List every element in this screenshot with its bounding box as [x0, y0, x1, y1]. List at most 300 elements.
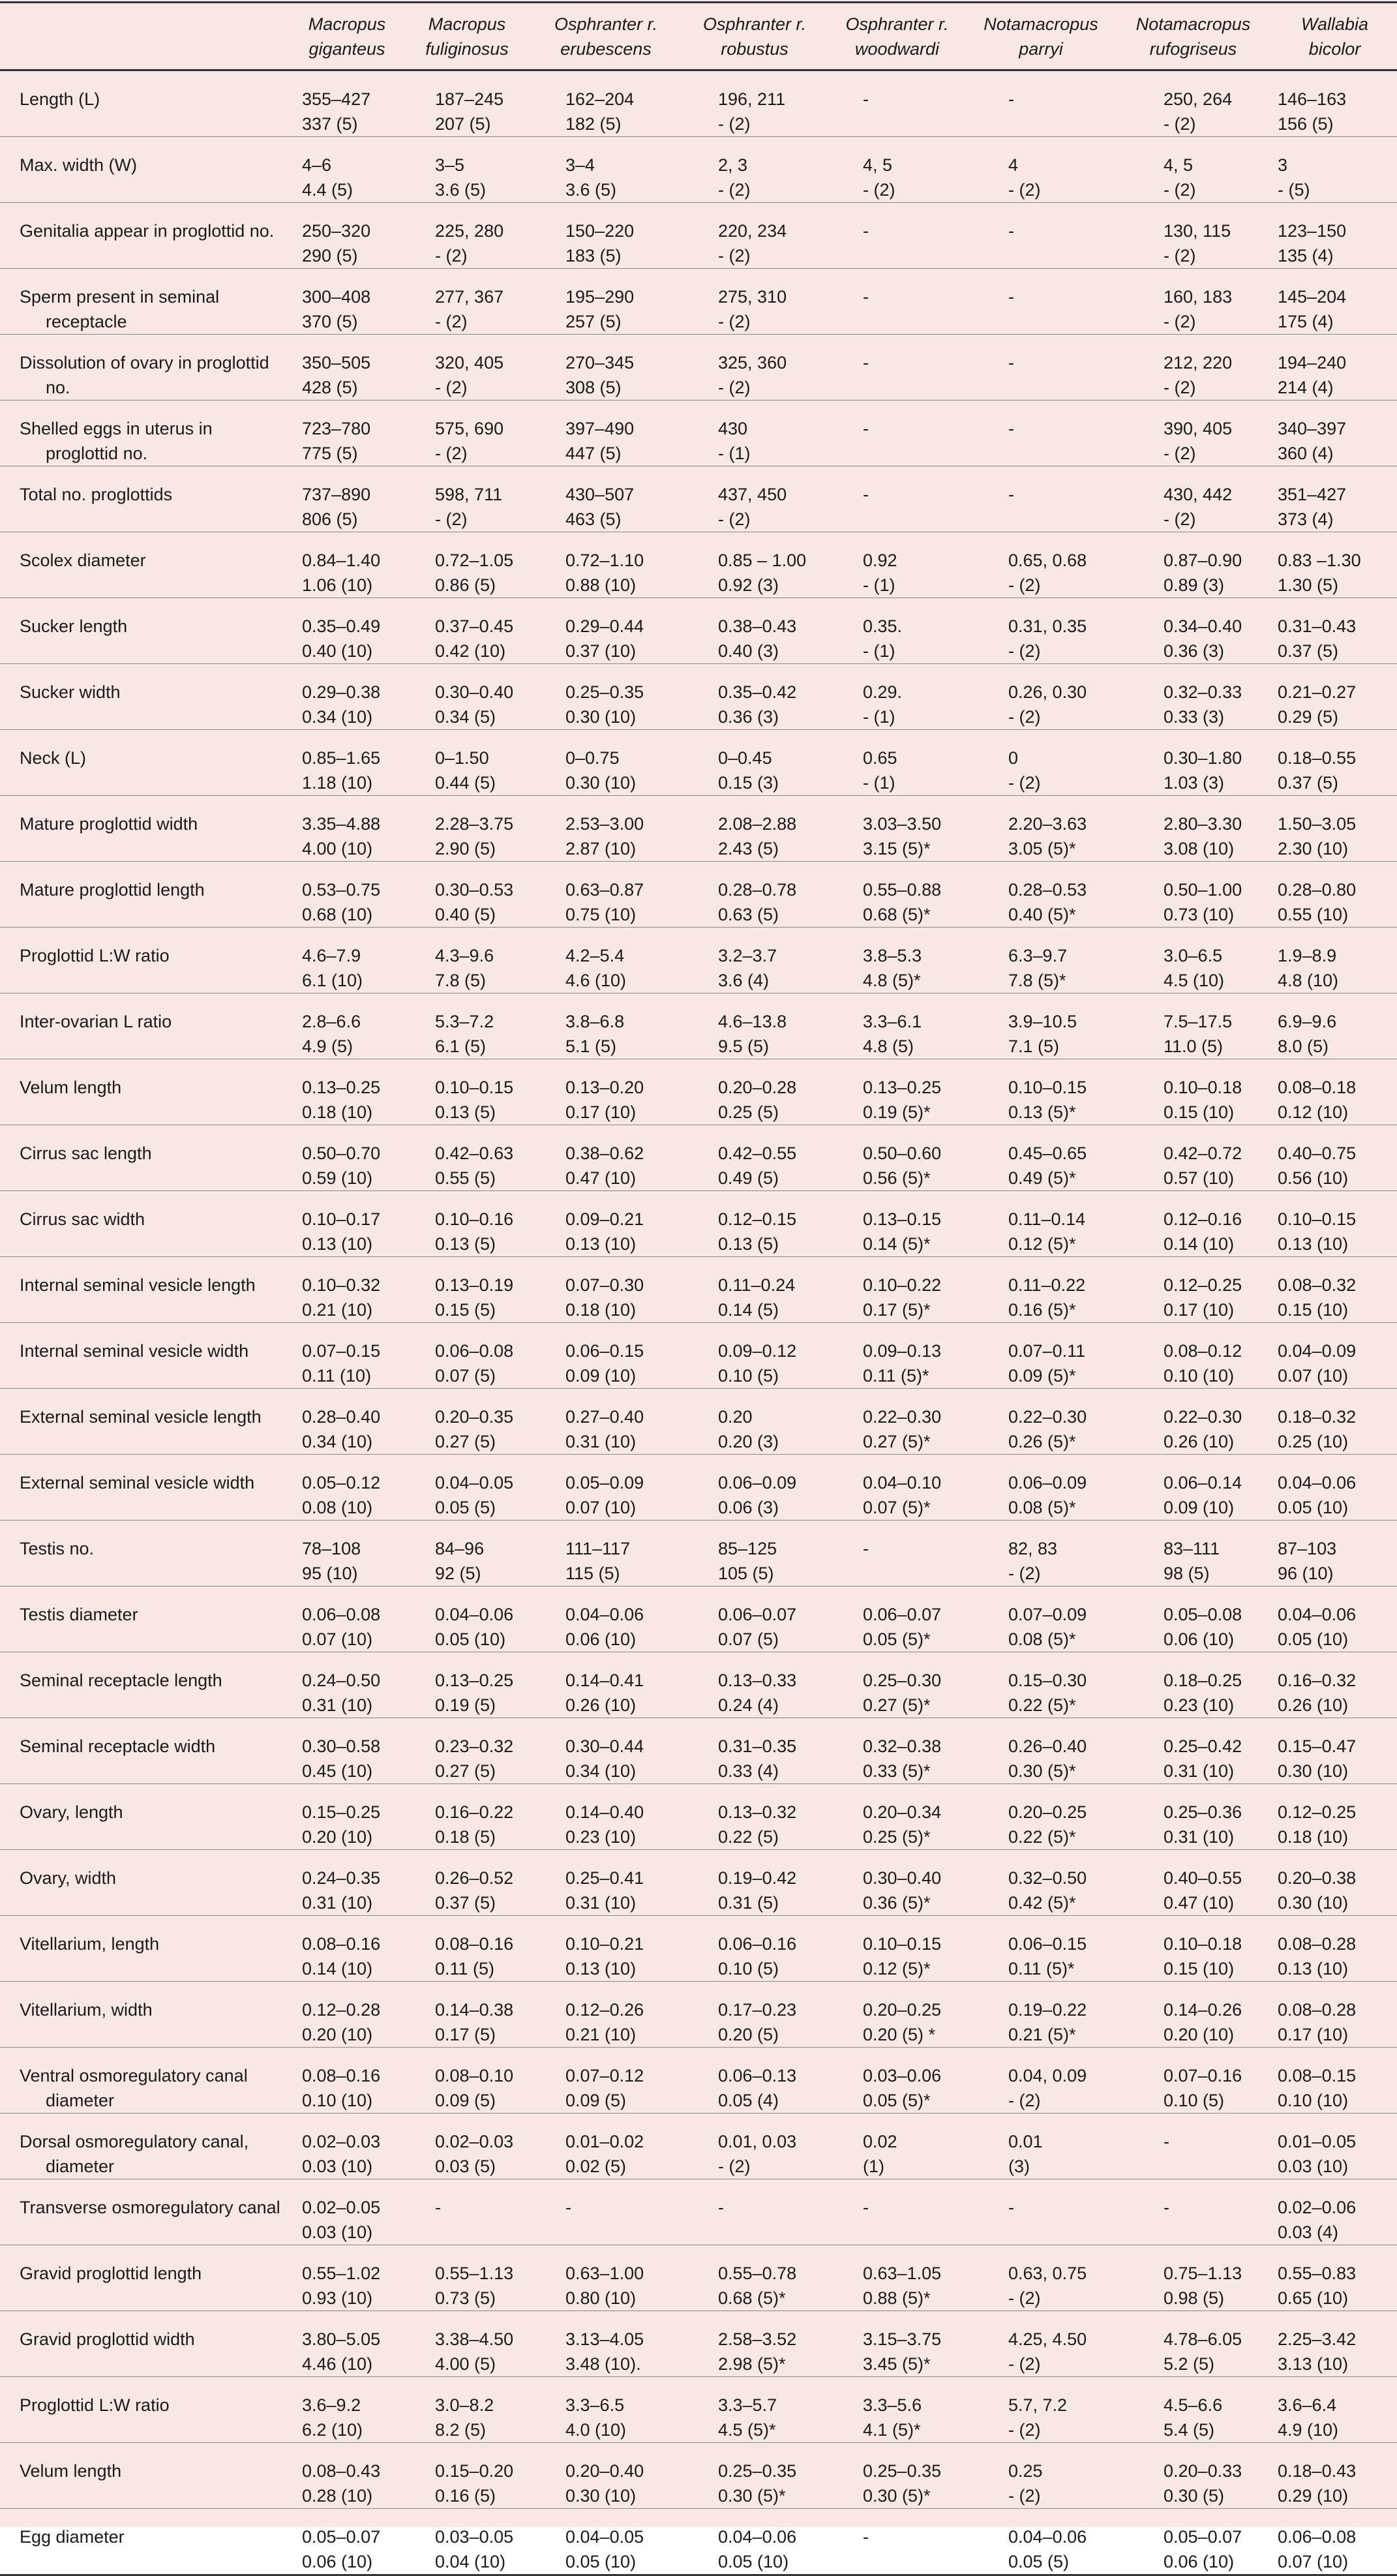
measurement-cell [1272, 928, 1397, 993]
measurement-value: 4.2–5.4 4.6 (10) [565, 946, 627, 990]
measurement-value: 3.35–4.88 4.00 (10) [302, 814, 381, 858]
measurement-cell [289, 1586, 405, 1652]
row-label-text: Total no. proglottids [20, 485, 173, 504]
measurement-value: 0.05–0.12 0.08 (10) [302, 1473, 381, 1517]
measurement-value: 0.18–0.43 0.29 (10) [1278, 2461, 1357, 2506]
measurement-cell [529, 1521, 683, 1586]
measurement-value: 0.15–0.30 0.22 (5)* [1008, 1671, 1087, 1715]
measurement-value: 78–108 95 (10) [302, 1539, 361, 1583]
measurement-value: 0.04–0.06 0.05 (10) [435, 1605, 514, 1649]
column-header [529, 3, 683, 70]
measurement-value: 3.9–10.5 7.1 (5) [1008, 1012, 1077, 1056]
measurement-cell [968, 335, 1114, 401]
measurement-cell [405, 1850, 529, 1916]
measurement-cell [968, 1982, 1114, 2048]
measurement-value: 0.06–0.15 0.11 (5)* [1008, 1934, 1087, 1978]
row-label [0, 2245, 289, 2311]
measurement-cell [405, 928, 529, 993]
measurement-value: 0.32–0.38 0.33 (5)* [863, 1736, 942, 1781]
measurement-value: 0–1.50 0.44 (5) [435, 748, 496, 793]
measurement-cell [1114, 2245, 1272, 2311]
measurement-cell [826, 993, 968, 1059]
measurement-value: 0.38–0.62 0.47 (10) [565, 1144, 644, 1188]
measurement-value: 3.0–8.2 8.2 (5) [435, 2395, 494, 2440]
measurement-cell [683, 137, 826, 203]
table-row [0, 598, 1397, 664]
table-row [0, 70, 1397, 137]
table-row [0, 2509, 1397, 2575]
measurement-value: 0.08–0.43 0.28 (10) [302, 2461, 381, 2506]
table-row [0, 2048, 1397, 2114]
row-label-text: Cirrus sac width [20, 1209, 145, 1229]
measurement-value: 0.01–0.02 0.02 (5) [565, 2132, 644, 2176]
measurement-cell [968, 466, 1114, 532]
measurement-cell [1114, 532, 1272, 598]
row-label [0, 532, 289, 598]
measurement-value: 162–204 182 (5) [565, 89, 635, 134]
measurement-cell [405, 1521, 529, 1586]
measurement-cell [289, 1916, 405, 1982]
measurement-value: 0.07–0.15 0.11 (10) [302, 1341, 381, 1386]
measurement-cell [1114, 2509, 1272, 2575]
measurement-value: 0.15–0.47 0.30 (10) [1278, 1736, 1357, 1781]
table-row [0, 1850, 1397, 1916]
measurement-value: 0.20–0.40 0.30 (10) [565, 2461, 644, 2506]
measurement-value: 0.25–0.41 0.31 (10) [565, 1868, 644, 1913]
measurement-value: 0.13–0.19 0.15 (5) [435, 1275, 514, 1320]
measurement-cell [968, 2245, 1114, 2311]
measurement-cell [826, 1323, 968, 1389]
measurement-cell [405, 2509, 529, 2575]
measurement-value: 0.45–0.65 0.49 (5)* [1008, 1144, 1087, 1188]
measurement-value: 4, 5 - (2) [1164, 155, 1196, 200]
measurement-cell [405, 532, 529, 598]
measurement-value: 0.14–0.26 0.20 (10) [1164, 2000, 1242, 2044]
measurement-cell [529, 1784, 683, 1850]
measurement-value: 0.30–0.40 0.36 (5)* [863, 1868, 942, 1913]
measurement-cell [529, 1455, 683, 1521]
measurement-value: 0.04–0.09 0.07 (10) [1278, 1341, 1357, 1386]
measurement-value: 0.04–0.06 0.05 (10) [1278, 1605, 1357, 1649]
measurement-value: 196, 211 - (2) [718, 89, 786, 134]
measurement-cell [1272, 2443, 1397, 2509]
measurement-value: 0.18–0.32 0.25 (10) [1278, 1407, 1357, 1451]
measurement-value: 0.20–0.33 0.30 (5) [1164, 2461, 1242, 2506]
measurement-value: 0.18–0.55 0.37 (5) [1278, 748, 1357, 793]
measurement-value: 0.12–0.26 0.21 (10) [565, 2000, 644, 2044]
measurement-value: 0.10–0.18 0.15 (10) [1164, 1934, 1242, 1978]
measurement-cell [1272, 70, 1397, 137]
measurement-value: 0.23–0.32 0.27 (5) [435, 1736, 514, 1781]
row-label [0, 2443, 289, 2509]
measurement-cell [405, 1652, 529, 1718]
measurement-cell [529, 730, 683, 796]
measurement-value: 0.42–0.72 0.57 (10) [1164, 1144, 1242, 1188]
measurement-cell [405, 1784, 529, 1850]
genus-name: Osphranter r. [702, 14, 807, 34]
measurement-value: 3.8–5.3 4.8 (5)* [863, 946, 922, 990]
measurement-value: 150–220 183 (5) [565, 221, 635, 265]
measurement-cell [529, 796, 683, 862]
table-row [0, 1191, 1397, 1257]
measurement-cell [405, 598, 529, 664]
row-label [0, 1257, 289, 1323]
row-label [0, 203, 289, 269]
measurement-cell [683, 664, 826, 730]
row-label-text: Seminal receptacle length [20, 1671, 222, 1690]
row-label-text: Vitellarium, width [20, 2000, 153, 2020]
measurement-cell [289, 2377, 405, 2443]
table-row [0, 730, 1397, 796]
row-label [0, 1916, 289, 1982]
measurement-value: 111–117 115 (5) [565, 1539, 631, 1583]
measurement-value: 0.08–0.16 0.14 (10) [302, 1934, 381, 1978]
row-label-text: Sucker length [20, 616, 128, 636]
measurement-cell [529, 2377, 683, 2443]
measurement-cell [683, 1652, 826, 1718]
measurement-cell [529, 1652, 683, 1718]
measurement-value: 4.6–7.9 6.1 (10) [302, 946, 363, 990]
measurement-cell [1272, 1389, 1397, 1455]
measurement-value: 0.32–0.33 0.33 (3) [1164, 682, 1242, 727]
measurement-value: 0.14–0.41 0.26 (10) [565, 1671, 644, 1715]
measurement-cell [683, 401, 826, 466]
measurement-value: 4 - (2) [1008, 155, 1041, 200]
row-label [0, 1521, 289, 1586]
measurement-cell [683, 2114, 826, 2179]
measurement-cell [1114, 1521, 1272, 1586]
measurement-cell [1114, 1125, 1272, 1191]
measurement-value: - [863, 287, 869, 307]
measurement-cell [1272, 532, 1397, 598]
measurement-value: 3–4 3.6 (5) [565, 155, 617, 200]
measurement-value: 6.3–9.7 7.8 (5)* [1008, 946, 1068, 990]
measurement-cell [289, 1982, 405, 2048]
measurement-value: 0.22–0.30 0.27 (5)* [863, 1407, 942, 1451]
measurement-value: 0.10–0.15 0.13 (10) [1278, 1209, 1357, 1254]
measurement-value: 3.3–5.7 4.5 (5)* [718, 2395, 777, 2440]
measurement-value: 0.10–0.15 0.13 (5) [435, 1078, 514, 1122]
row-label-text: External seminal vesicle length [20, 1407, 262, 1427]
measurement-value: 250–320 290 (5) [302, 221, 371, 265]
measurement-cell [683, 1191, 826, 1257]
column-header [826, 3, 968, 70]
measurement-cell [405, 1323, 529, 1389]
measurement-cell [683, 2509, 826, 2575]
measurement-cell [1114, 862, 1272, 928]
row-label [0, 2377, 289, 2443]
cestode-measurements-table [0, 1, 1397, 2576]
measurement-value: 0.02–0.06 0.03 (4) [1278, 2198, 1357, 2242]
measurement-value: 0.26–0.40 0.30 (5)* [1008, 1736, 1087, 1781]
measurement-value: 0.31–0.35 0.33 (4) [718, 1736, 797, 1781]
row-label [0, 664, 289, 730]
measurement-value: 3.80–5.05 4.46 (10) [302, 2329, 381, 2374]
measurement-cell [826, 401, 968, 466]
row-label-text: Mature proglottid length [20, 880, 205, 900]
measurement-value: 0.05–0.08 0.06 (10) [1164, 1605, 1242, 1649]
measurement-value: 3.13–4.05 3.48 (10). [565, 2329, 644, 2374]
measurement-cell [529, 401, 683, 466]
measurement-value: 0.06–0.09 0.08 (5)* [1008, 1473, 1087, 1517]
measurement-value: - [1164, 2198, 1169, 2217]
measurement-cell [683, 1718, 826, 1784]
measurement-cell [529, 1718, 683, 1784]
measurement-value: 0.08–0.32 0.15 (10) [1278, 1275, 1357, 1320]
measurement-cell [968, 1323, 1114, 1389]
measurement-cell [405, 1455, 529, 1521]
row-label [0, 401, 289, 466]
measurement-cell [1272, 2509, 1397, 2575]
measurement-value: 0.07–0.12 0.09 (5) [565, 2066, 644, 2110]
measurement-cell [529, 1257, 683, 1323]
measurement-value: 0.42–0.63 0.55 (5) [435, 1144, 514, 1188]
column-header [1114, 3, 1272, 70]
row-label-text: Gravid proglottid length [20, 2264, 202, 2283]
measurement-cell [1114, 1455, 1272, 1521]
measurement-cell [405, 70, 529, 137]
measurement-value: 0.10–0.15 0.13 (5)* [1008, 1078, 1087, 1122]
measurement-value: 4.78–6.05 5.2 (5) [1164, 2329, 1242, 2374]
table-row [0, 335, 1397, 401]
measurement-cell [1272, 1059, 1397, 1125]
measurement-value: - [1008, 485, 1014, 504]
measurement-value: 0.28–0.40 0.34 (10) [302, 1407, 381, 1451]
measurement-value: 0.65 - (1) [863, 748, 897, 793]
measurement-value: 0.07–0.09 0.08 (5)* [1008, 1605, 1087, 1649]
measurement-value: 0.20–0.34 0.25 (5)* [863, 1802, 942, 1847]
measurement-value: 0.30–0.44 0.34 (10) [565, 1736, 644, 1781]
measurement-cell [1114, 796, 1272, 862]
measurement-value: 0.10–0.18 0.15 (10) [1164, 1078, 1242, 1122]
row-label [0, 137, 289, 203]
measurement-cell [968, 1389, 1114, 1455]
measurement-cell [968, 2048, 1114, 2114]
row-label-text: Testis no. [20, 1539, 95, 1558]
measurement-value: 0.08–0.28 0.17 (10) [1278, 2000, 1357, 2044]
row-label-text: External seminal vesicle width [20, 1473, 255, 1493]
measurement-cell [968, 1191, 1114, 1257]
measurement-cell [405, 335, 529, 401]
table-row [0, 1982, 1397, 2048]
measurement-value: 0–0.75 0.30 (10) [565, 748, 637, 793]
measurement-value: 0.24–0.50 0.31 (10) [302, 1671, 381, 1715]
row-label-text: Dissolution of ovary in proglottid no. [20, 353, 269, 397]
measurement-value: 87–103 96 (10) [1278, 1539, 1337, 1583]
row-label-text: Ovary, length [20, 1802, 123, 1822]
measurement-cell [968, 137, 1114, 203]
measurement-value: 5.7, 7.2 - (2) [1008, 2395, 1068, 2440]
measurement-value: 0.72–1.05 0.86 (5) [435, 551, 514, 595]
measurement-value: 0.12–0.28 0.20 (10) [302, 2000, 381, 2044]
measurement-cell [683, 2048, 826, 2114]
measurement-value: 3.8–6.8 5.1 (5) [565, 1012, 625, 1056]
measurement-value: 2.53–3.00 2.87 (10) [565, 814, 644, 858]
species-name: erubescens [560, 38, 652, 59]
measurement-value: 0.13–0.25 0.19 (5)* [863, 1078, 942, 1122]
measurement-value: 598, 711 - (2) [435, 485, 503, 529]
row-label-text: Proglottid L:W ratio [20, 2395, 170, 2415]
measurement-cell [826, 1784, 968, 1850]
species-name: robustus [721, 38, 789, 59]
measurement-cell [1272, 466, 1397, 532]
row-label [0, 466, 289, 532]
measurement-cell [405, 1125, 529, 1191]
measurement-cell [968, 664, 1114, 730]
measurement-cell [683, 1850, 826, 1916]
measurement-value: 320, 405 - (2) [435, 353, 504, 397]
measurement-cell [529, 2179, 683, 2245]
table-row [0, 1586, 1397, 1652]
row-label-text: Proglottid L:W ratio [20, 946, 170, 965]
measurement-value: 0.13–0.15 0.14 (5)* [863, 1209, 942, 1254]
measurement-value: 0.13–0.32 0.22 (5) [718, 1802, 797, 1847]
genus-name: Osphranter r. [845, 14, 949, 34]
measurement-cell [968, 401, 1114, 466]
measurement-value: 0.06–0.15 0.09 (10) [565, 1341, 644, 1386]
measurement-cell [968, 598, 1114, 664]
measurement-value: 0.28–0.53 0.40 (5)* [1008, 880, 1087, 924]
row-label-text: Internal seminal vesicle length [20, 1275, 256, 1295]
row-label [0, 70, 289, 137]
measurement-cell [968, 269, 1114, 335]
row-label [0, 1125, 289, 1191]
measurement-value: 0.30–0.58 0.45 (10) [302, 1736, 381, 1781]
measurement-value: 430 - (1) [718, 419, 751, 463]
measurement-cell [289, 335, 405, 401]
row-label-text: Sucker width [20, 682, 121, 702]
table-row [0, 401, 1397, 466]
measurement-cell [289, 993, 405, 1059]
measurement-cell [826, 335, 968, 401]
measurement-cell [529, 1982, 683, 2048]
measurement-cell [1272, 1455, 1397, 1521]
measurement-cell [826, 2377, 968, 2443]
measurement-cell [826, 532, 968, 598]
measurement-value: 3.0–6.5 4.5 (10) [1164, 946, 1225, 990]
measurement-value: 0.12–0.25 0.18 (10) [1278, 1802, 1357, 1847]
measurement-value: 0.06–0.14 0.09 (10) [1164, 1473, 1242, 1517]
row-label-text: Scolex diameter [20, 551, 146, 570]
measurement-cell [826, 1850, 968, 1916]
measurement-value: 300–408 370 (5) [302, 287, 371, 331]
measurement-cell [683, 532, 826, 598]
measurement-cell [289, 862, 405, 928]
row-label-text: Velum length [20, 2461, 122, 2481]
measurement-cell [529, 1586, 683, 1652]
column-header [289, 3, 405, 70]
measurement-cell [826, 1257, 968, 1323]
measurement-value: 0.08–0.16 0.11 (5) [435, 1934, 514, 1978]
measurement-cell [529, 993, 683, 1059]
measurement-value: 0.29–0.44 0.37 (10) [565, 616, 644, 661]
measurement-value: 575, 690 - (2) [435, 419, 504, 463]
measurement-cell [826, 862, 968, 928]
measurement-cell [968, 2377, 1114, 2443]
measurement-cell [289, 2509, 405, 2575]
measurement-value: 0.75–1.13 0.98 (5) [1164, 2264, 1242, 2308]
measurement-value: 0.05–0.09 0.07 (10) [565, 1473, 644, 1517]
measurement-value: 0.35–0.42 0.36 (3) [718, 682, 797, 727]
measurement-cell [405, 862, 529, 928]
measurement-cell [289, 664, 405, 730]
measurement-value: 0.04–0.06 0.05 (10) [718, 2527, 797, 2571]
measurement-cell [289, 1850, 405, 1916]
measurement-value: - [1008, 287, 1014, 307]
measurement-cell [968, 928, 1114, 993]
measurement-cell [968, 993, 1114, 1059]
measurement-value: 84–96 92 (5) [435, 1539, 485, 1583]
measurement-value: 7.5–17.5 11.0 (5) [1164, 1012, 1233, 1056]
measurement-cell [529, 598, 683, 664]
row-label [0, 1784, 289, 1850]
measurement-value: 0.02 (1) [863, 2132, 897, 2176]
measurement-value: 3.3–6.1 4.8 (5) [863, 1012, 922, 1056]
measurement-value: 0.01–0.05 0.03 (10) [1278, 2132, 1357, 2176]
table-row [0, 2443, 1397, 2509]
measurement-cell [405, 1916, 529, 1982]
measurement-cell [529, 2443, 683, 2509]
measurement-value: 194–240 214 (4) [1278, 353, 1347, 397]
measurement-cell [826, 1521, 968, 1586]
measurement-value: - [863, 221, 869, 241]
row-label-text: Dorsal osmoregulatory canal, diameter [20, 2132, 249, 2176]
measurement-cell [1272, 730, 1397, 796]
measurement-value: 0.65, 0.68 - (2) [1008, 551, 1087, 595]
row-label [0, 1191, 289, 1257]
table-row [0, 1257, 1397, 1323]
measurement-value: 350–505 428 (5) [302, 353, 371, 397]
measurement-value: 3.03–3.50 3.15 (5)* [863, 814, 942, 858]
measurement-cell [289, 1455, 405, 1521]
measurement-cell [289, 269, 405, 335]
measurement-cell [826, 928, 968, 993]
measurement-value: 0.08–0.18 0.12 (10) [1278, 1078, 1357, 1122]
measurement-value: - [435, 2198, 441, 2217]
measurement-cell [405, 1191, 529, 1257]
measurement-cell [289, 1784, 405, 1850]
measurement-cell [289, 2443, 405, 2509]
measurement-value: 0.20–0.25 0.20 (5) * [863, 2000, 942, 2044]
measurement-cell [289, 2114, 405, 2179]
measurement-cell [1272, 796, 1397, 862]
measurement-value: - [863, 89, 869, 109]
measurement-cell [683, 1982, 826, 2048]
measurement-value: 0.10–0.17 0.13 (10) [302, 1209, 381, 1254]
measurement-value: 0.13–0.20 0.17 (10) [565, 1078, 644, 1122]
row-label [0, 1652, 289, 1718]
measurement-cell [1114, 2311, 1272, 2377]
measurement-cell [405, 1982, 529, 2048]
measurement-cell [289, 1521, 405, 1586]
measurement-cell [826, 1191, 968, 1257]
row-label-text: Neck (L) [20, 748, 87, 768]
measurement-cell [826, 1389, 968, 1455]
row-label [0, 1586, 289, 1652]
measurement-value: 0.83 –1.30 1.30 (5) [1278, 551, 1361, 595]
measurement-cell [1114, 1718, 1272, 1784]
measurement-value: 0.15–0.20 0.16 (5) [435, 2461, 514, 2506]
table-row [0, 993, 1397, 1059]
measurement-cell [289, 1059, 405, 1125]
measurement-value: 0.04–0.06 0.05 (5) [1008, 2527, 1087, 2571]
row-label [0, 928, 289, 993]
measurement-value: 0.38–0.43 0.40 (3) [718, 616, 797, 661]
row-label [0, 2509, 289, 2575]
measurement-value: 0.55–0.83 0.65 (10) [1278, 2264, 1357, 2308]
row-label-text: Transverse osmoregulatory canal [20, 2198, 280, 2217]
measurement-value: 0.32–0.50 0.42 (5)* [1008, 1868, 1087, 1913]
